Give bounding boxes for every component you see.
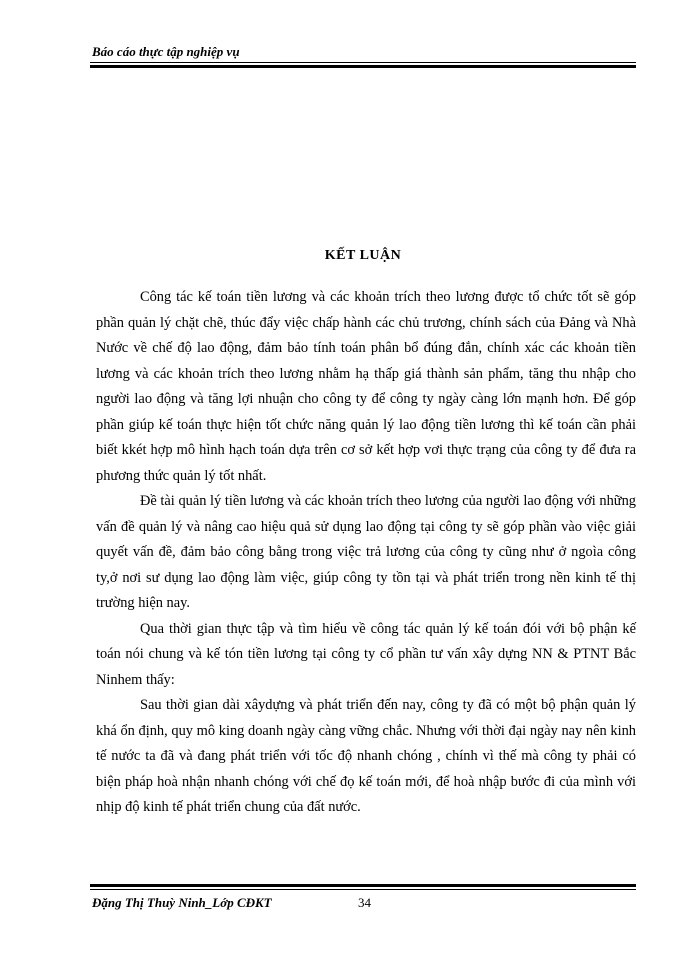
header-title: Báo cáo thực tập nghiệp vụ — [92, 44, 240, 59]
footer-line — [92, 895, 371, 911]
paragraph-2: Đề tài quản lý tiền lương và các khoản trích theo lương của người lao động với những vấn đề quản lý và nâng cao hiệu quả sử dụng lao động tại công ty sẽ góp phần vào việc giải quyết vấn đề, đảm bảo công bằng trong việc trả lương của công ty cũng như ở ngoìa công ty,ở nơi sư dụng lao động làm việc, giúp công ty tồn tại và phát triển trong nền kinh tế thị trường hiện nay. — [96, 493, 636, 611]
footer-author: Đặng Thị Thuỳ Ninh_Lớp CĐKT — [92, 895, 272, 910]
document-title: KẾT LUẬN — [324, 248, 402, 263]
footer-rule-thin — [90, 889, 636, 890]
paragraph-3: Qua thời gian thực tập và tìm hiểu về công tác quản lý kế toán đói với bộ phận kế toán nói chung và kế tón tiền lương tại công ty cổ phần tư vấn xây dựng NN & PTNT Bắc Ninhem thấy: — [96, 620, 636, 688]
footer-rule-thick — [90, 884, 636, 887]
header-rule-thick — [90, 65, 636, 68]
paragraph-4: Sau thời gian dài xâydựng và phát triển đến nay, công ty đã có một bộ phận quản lý khá ổn định, quy mô king doanh ngày càng vững chắc. Nhưng với thời đại ngày nay nên kinh tế nước ta đã và đang phát triển với tốc độ nhanh chóng , chính vì thế mà công ty phải có biện pháp hoà nhận nhanh chóng với chế đọ kế toán mới, để hoà nhập bước đi của mình với nhịp độ kinh tế phát triển chung của đất nước. — [96, 697, 636, 815]
header-rule-thin — [90, 62, 636, 63]
page-number: 34 — [358, 895, 371, 910]
document-body — [96, 285, 636, 821]
paragraph-1: Công tác kế toán tiền lương và các khoản trích theo lương được tổ chức tốt sẽ góp phần quản lý chặt chẽ, thúc đẩy việc chấp hành các chủ trương, chính sách của Đảng và Nhà Nước về chế độ lao động, đảm bảo tính toán phân bổ đúng đắn, chính xác các khoản tiền lương và các khoản trích theo lương nhằm hạ thấp giá thành sản phẩm, tăng thu nhập cho người lao động và tăng lợi nhuận cho công ty để công ty ngày càng lớn mạnh hơn. Để góp phần giúp kế toán thực hiện tốt chức năng quản lý lao động tiền lương thì kế toán cần phải biết kkét hợp mô hình hạch toán dựa trên cơ sở kết hợp vơi thực trạng của công ty để đưa ra phương thức quản lý tốt nhất. — [96, 289, 636, 484]
